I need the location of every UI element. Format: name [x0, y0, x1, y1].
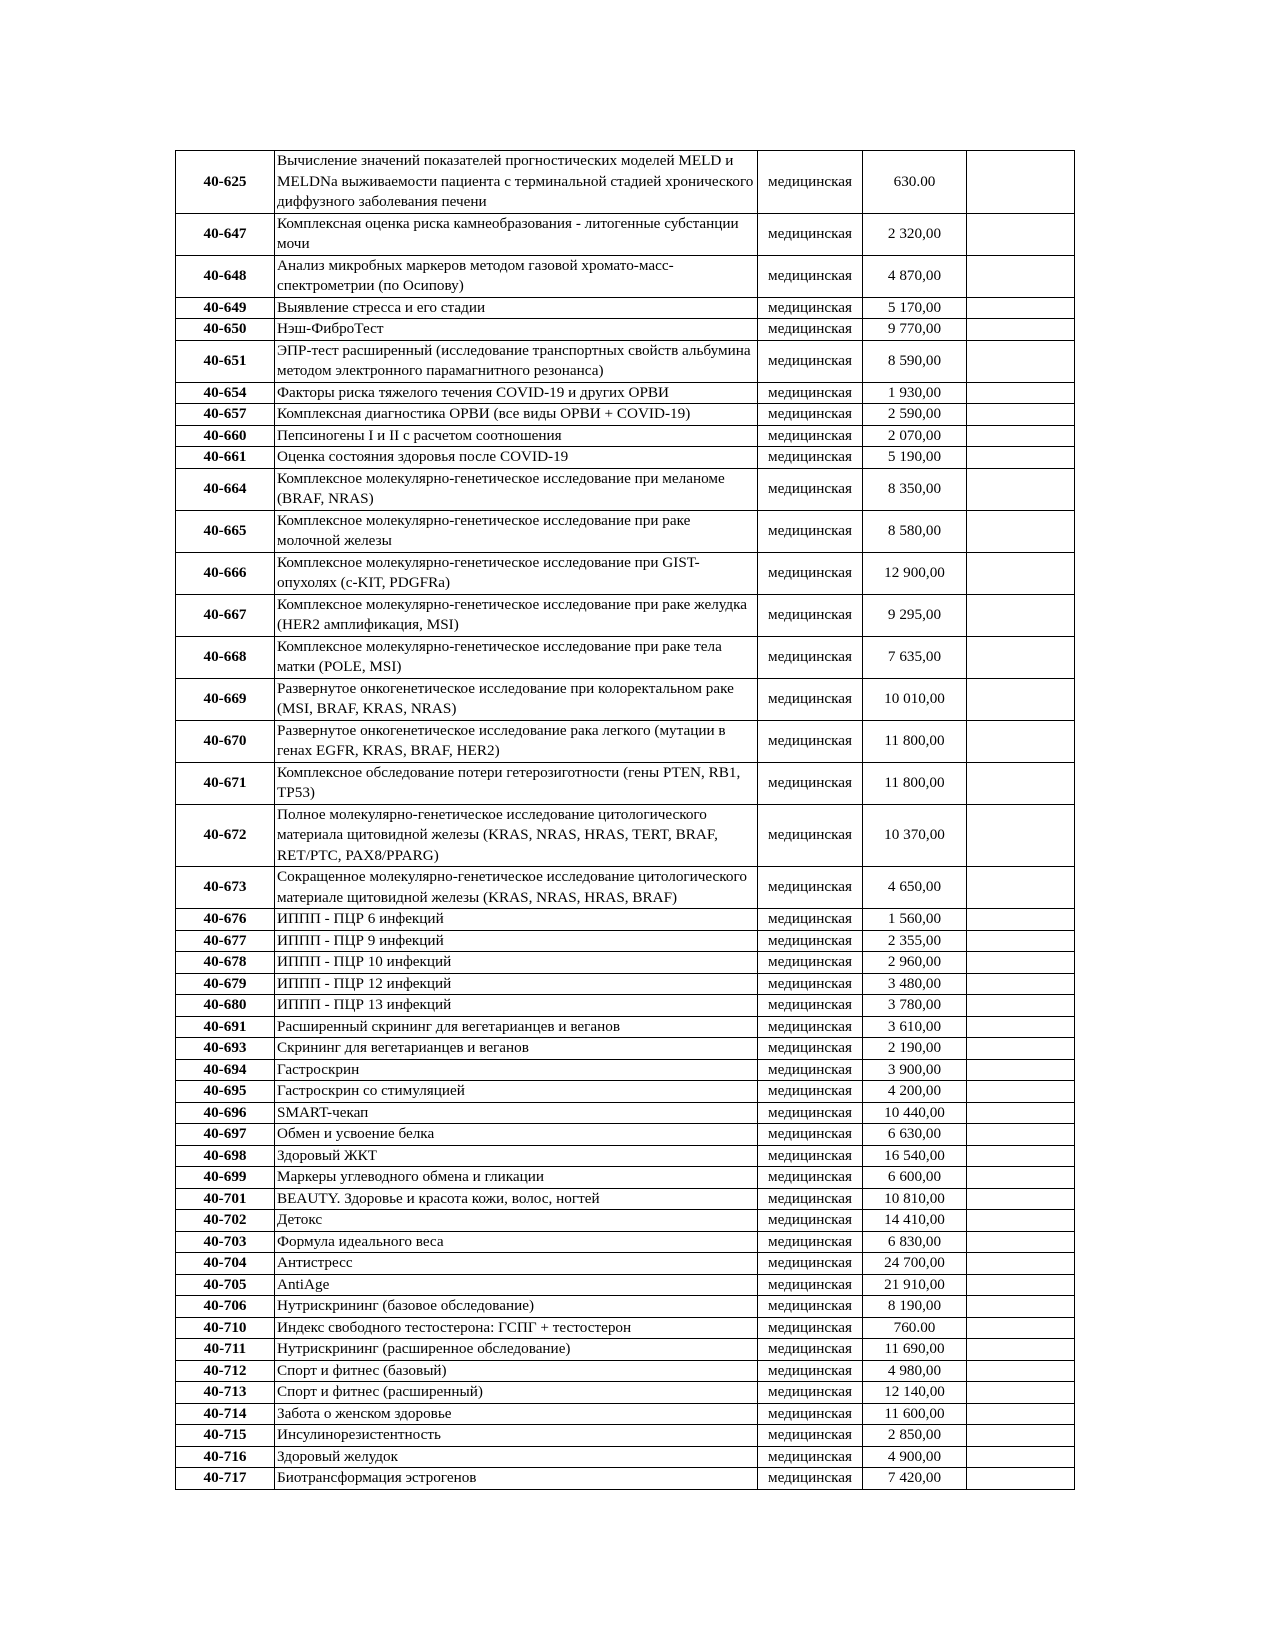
service-code: 40-672 [176, 804, 275, 867]
service-type: медицинская [758, 1403, 863, 1425]
service-name: Обмен и усвоение белка [275, 1124, 758, 1146]
service-code: 40-679 [176, 973, 275, 995]
service-code: 40-651 [176, 340, 275, 382]
service-type: медицинская [758, 1016, 863, 1038]
service-code: 40-713 [176, 1382, 275, 1404]
service-note [967, 510, 1075, 552]
service-price: 12 900,00 [863, 552, 967, 594]
service-type: медицинская [758, 636, 863, 678]
service-name: ЭПР-тест расширенный (исследование транспортных свойств альбумина методом электронного парамагнитного резонанса) [275, 340, 758, 382]
service-note [967, 1360, 1075, 1382]
service-price: 2 355,00 [863, 930, 967, 952]
service-price: 3 780,00 [863, 995, 967, 1017]
service-note [967, 404, 1075, 426]
service-name: Забота о женском здоровье [275, 1403, 758, 1425]
service-type: медицинская [758, 1360, 863, 1382]
service-type: медицинская [758, 720, 863, 762]
service-name: ИППП - ПЦР 9 инфекций [275, 930, 758, 952]
service-name: Развернутое онкогенетическое исследование при колоректальном раке (MSI, BRAF, KRAS, NRAS) [275, 678, 758, 720]
table-row [176, 995, 1075, 1017]
service-type: медицинская [758, 804, 863, 867]
table-row [176, 930, 1075, 952]
service-type: медицинская [758, 952, 863, 974]
service-price: 3 610,00 [863, 1016, 967, 1038]
table-row [176, 1296, 1075, 1318]
service-name: Антистресс [275, 1253, 758, 1275]
service-type: медицинская [758, 1124, 863, 1146]
service-price: 4 980,00 [863, 1360, 967, 1382]
service-code: 40-668 [176, 636, 275, 678]
table-row [176, 678, 1075, 720]
service-code: 40-670 [176, 720, 275, 762]
service-name: Сокращенное молекулярно-генетическое исследование цитологического материале щитовидной железы (KRAS, NRAS, HRAS, BRAF) [275, 867, 758, 909]
service-name: ИППП - ПЦР 10 инфекций [275, 952, 758, 974]
service-price: 630.00 [863, 151, 967, 214]
service-type: медицинская [758, 678, 863, 720]
table-row [176, 425, 1075, 447]
service-note [967, 1382, 1075, 1404]
service-code: 40-691 [176, 1016, 275, 1038]
service-type: медицинская [758, 1425, 863, 1447]
service-price: 8 350,00 [863, 468, 967, 510]
service-note [967, 1317, 1075, 1339]
service-note [967, 1016, 1075, 1038]
service-price: 11 600,00 [863, 1403, 967, 1425]
service-note [967, 1102, 1075, 1124]
service-name: Нэш-ФиброТест [275, 319, 758, 341]
service-name: Гастроскрин [275, 1059, 758, 1081]
service-price: 10 440,00 [863, 1102, 967, 1124]
table-row [176, 1253, 1075, 1275]
service-code: 40-657 [176, 404, 275, 426]
service-type: медицинская [758, 213, 863, 255]
service-price: 14 410,00 [863, 1210, 967, 1232]
service-code: 40-694 [176, 1059, 275, 1081]
service-name: ИППП - ПЦР 6 инфекций [275, 909, 758, 931]
service-code: 40-715 [176, 1425, 275, 1447]
service-type: медицинская [758, 1446, 863, 1468]
table-row [176, 404, 1075, 426]
table-row [176, 1317, 1075, 1339]
table-row [176, 1102, 1075, 1124]
service-type: медицинская [758, 382, 863, 404]
table-row [176, 804, 1075, 867]
service-type: медицинская [758, 1231, 863, 1253]
service-name: Оценка состояния здоровья после COVID-19 [275, 447, 758, 469]
service-name: Выявление стресса и его стадии [275, 297, 758, 319]
table-row [176, 1403, 1075, 1425]
service-note [967, 804, 1075, 867]
service-code: 40-660 [176, 425, 275, 447]
service-type: медицинская [758, 1210, 863, 1232]
service-type: медицинская [758, 1145, 863, 1167]
service-code: 40-698 [176, 1145, 275, 1167]
service-note [967, 867, 1075, 909]
service-type: медицинская [758, 1081, 863, 1103]
service-price: 16 540,00 [863, 1145, 967, 1167]
service-code: 40-667 [176, 594, 275, 636]
service-price: 4 200,00 [863, 1081, 967, 1103]
service-price: 6 830,00 [863, 1231, 967, 1253]
table-row [176, 1425, 1075, 1447]
table-row [176, 1231, 1075, 1253]
service-note [967, 1253, 1075, 1275]
service-type: медицинская [758, 762, 863, 804]
service-code: 40-693 [176, 1038, 275, 1060]
service-note [967, 297, 1075, 319]
service-price: 4 650,00 [863, 867, 967, 909]
service-name: Вычисление значений показателей прогностических моделей MELD и MELDNa выживаемости пациента с терминальной стадией хронического диффузного заболевания печени [275, 151, 758, 214]
price-list-body [176, 151, 1075, 1490]
service-code: 40-680 [176, 995, 275, 1017]
service-type: медицинская [758, 151, 863, 214]
service-type: медицинская [758, 447, 863, 469]
service-note [967, 1231, 1075, 1253]
service-name: Расширенный скрининг для вегетарианцев и веганов [275, 1016, 758, 1038]
service-note [967, 255, 1075, 297]
service-note [967, 1167, 1075, 1189]
service-code: 40-705 [176, 1274, 275, 1296]
service-code: 40-695 [176, 1081, 275, 1103]
service-type: медицинская [758, 297, 863, 319]
service-name: Здоровый желудок [275, 1446, 758, 1468]
table-row [176, 867, 1075, 909]
table-row [176, 1339, 1075, 1361]
service-price: 3 480,00 [863, 973, 967, 995]
table-row [176, 1468, 1075, 1490]
service-note [967, 425, 1075, 447]
service-code: 40-669 [176, 678, 275, 720]
service-code: 40-706 [176, 1296, 275, 1318]
service-code: 40-676 [176, 909, 275, 931]
service-type: медицинская [758, 340, 863, 382]
table-row [176, 1210, 1075, 1232]
service-code: 40-677 [176, 930, 275, 952]
service-type: медицинская [758, 1274, 863, 1296]
table-row [176, 1167, 1075, 1189]
service-name: Маркеры углеводного обмена и гликации [275, 1167, 758, 1189]
service-price: 7 420,00 [863, 1468, 967, 1490]
table-row [176, 762, 1075, 804]
service-note [967, 1425, 1075, 1447]
service-name: Формула идеального веса [275, 1231, 758, 1253]
service-price: 9 295,00 [863, 594, 967, 636]
service-note [967, 1210, 1075, 1232]
service-type: медицинская [758, 510, 863, 552]
service-type: медицинская [758, 1102, 863, 1124]
service-note [967, 1403, 1075, 1425]
service-note [967, 151, 1075, 214]
service-name: Инсулинорезистентность [275, 1425, 758, 1447]
service-note [967, 213, 1075, 255]
table-row [176, 297, 1075, 319]
service-code: 40-701 [176, 1188, 275, 1210]
table-row [176, 151, 1075, 214]
table-row [176, 594, 1075, 636]
table-row [176, 1124, 1075, 1146]
table-row [176, 1446, 1075, 1468]
service-type: медицинская [758, 867, 863, 909]
price-list-table [175, 150, 1075, 1490]
table-row [176, 255, 1075, 297]
service-price: 8 590,00 [863, 340, 967, 382]
table-row [176, 952, 1075, 974]
service-note [967, 1296, 1075, 1318]
service-name: ИППП - ПЦР 13 инфекций [275, 995, 758, 1017]
service-type: медицинская [758, 1188, 863, 1210]
service-name: Биотрансформация эстрогенов [275, 1468, 758, 1490]
service-price: 6 600,00 [863, 1167, 967, 1189]
service-price: 12 140,00 [863, 1382, 967, 1404]
service-code: 40-664 [176, 468, 275, 510]
service-price: 2 590,00 [863, 404, 967, 426]
table-row [176, 1382, 1075, 1404]
service-name: Комплексное обследование потери гетерозиготности (гены PTEN, RB1, TP53) [275, 762, 758, 804]
service-note [967, 594, 1075, 636]
service-price: 4 900,00 [863, 1446, 967, 1468]
table-row [176, 973, 1075, 995]
table-row [176, 1360, 1075, 1382]
service-type: медицинская [758, 973, 863, 995]
service-code: 40-703 [176, 1231, 275, 1253]
service-name: Комплексная оценка риска камнеобразования - литогенные субстанции мочи [275, 213, 758, 255]
service-code: 40-712 [176, 1360, 275, 1382]
service-price: 11 690,00 [863, 1339, 967, 1361]
service-price: 7 635,00 [863, 636, 967, 678]
service-note [967, 552, 1075, 594]
service-name: Индекс свободного тестостерона: ГСПГ + тестостерон [275, 1317, 758, 1339]
service-code: 40-673 [176, 867, 275, 909]
service-type: медицинская [758, 319, 863, 341]
service-note [967, 678, 1075, 720]
service-type: медицинская [758, 1253, 863, 1275]
service-note [967, 1081, 1075, 1103]
service-note [967, 1038, 1075, 1060]
service-note [967, 1059, 1075, 1081]
service-code: 40-649 [176, 297, 275, 319]
service-price: 5 170,00 [863, 297, 967, 319]
service-type: медицинская [758, 930, 863, 952]
table-row [176, 552, 1075, 594]
service-code: 40-696 [176, 1102, 275, 1124]
table-row [176, 340, 1075, 382]
service-price: 4 870,00 [863, 255, 967, 297]
service-code: 40-678 [176, 952, 275, 974]
table-row [176, 319, 1075, 341]
service-price: 2 850,00 [863, 1425, 967, 1447]
service-price: 1 930,00 [863, 382, 967, 404]
service-type: медицинская [758, 425, 863, 447]
service-price: 2 320,00 [863, 213, 967, 255]
service-note [967, 636, 1075, 678]
service-note [967, 1145, 1075, 1167]
service-price: 10 370,00 [863, 804, 967, 867]
service-price: 10 010,00 [863, 678, 967, 720]
service-type: медицинская [758, 1059, 863, 1081]
service-name: Нутрискрининг (базовое обследование) [275, 1296, 758, 1318]
service-note [967, 930, 1075, 952]
service-note [967, 468, 1075, 510]
service-note [967, 1446, 1075, 1468]
service-note [967, 1188, 1075, 1210]
table-row [176, 213, 1075, 255]
service-name: Факторы риска тяжелого течения COVID-19 и других ОРВИ [275, 382, 758, 404]
table-row [176, 720, 1075, 762]
service-name: Гастроскрин со стимуляцией [275, 1081, 758, 1103]
table-row [176, 510, 1075, 552]
service-name: Скрининг для вегетарианцев и веганов [275, 1038, 758, 1060]
service-price: 8 580,00 [863, 510, 967, 552]
service-note [967, 909, 1075, 931]
service-price: 11 800,00 [863, 762, 967, 804]
service-code: 40-666 [176, 552, 275, 594]
table-row [176, 1059, 1075, 1081]
table-row [176, 468, 1075, 510]
service-name: Комплексное молекулярно-генетическое исследование при раке молочной железы [275, 510, 758, 552]
service-name: Комплексное молекулярно-генетическое исследование при раке желудка (HER2 амплификация, MSI) [275, 594, 758, 636]
service-price: 5 190,00 [863, 447, 967, 469]
service-code: 40-650 [176, 319, 275, 341]
service-price: 9 770,00 [863, 319, 967, 341]
service-price: 8 190,00 [863, 1296, 967, 1318]
table-row [176, 382, 1075, 404]
service-price: 21 910,00 [863, 1274, 967, 1296]
service-price: 2 190,00 [863, 1038, 967, 1060]
service-type: медицинская [758, 1167, 863, 1189]
service-name: Анализ микробных маркеров методом газовой хромато-масс-спектрометрии (по Осипову) [275, 255, 758, 297]
service-name: Комплексная диагностика ОРВИ (все виды ОРВИ + COVID-19) [275, 404, 758, 426]
service-name: Спорт и фитнес (базовый) [275, 1360, 758, 1382]
service-type: медицинская [758, 1317, 863, 1339]
service-name: BEAUTY. Здоровье и красота кожи, волос, ногтей [275, 1188, 758, 1210]
table-row [176, 909, 1075, 931]
service-type: медицинская [758, 404, 863, 426]
service-type: медицинская [758, 1296, 863, 1318]
service-code: 40-716 [176, 1446, 275, 1468]
service-note [967, 720, 1075, 762]
table-row [176, 447, 1075, 469]
service-type: медицинская [758, 1339, 863, 1361]
service-type: медицинская [758, 594, 863, 636]
table-row [176, 1274, 1075, 1296]
service-name: Развернутое онкогенетическое исследование рака легкого (мутации в генах EGFR, KRAS, BRAF, HER2) [275, 720, 758, 762]
service-code: 40-665 [176, 510, 275, 552]
service-note [967, 1274, 1075, 1296]
service-code: 40-717 [176, 1468, 275, 1490]
service-name: Полное молекулярно-генетическое исследование цитологического материала щитовидной железы (KRAS, NRAS, HRAS, TERT, BRAF, RET/PTC, PAX8/PPARG) [275, 804, 758, 867]
table-row [176, 1145, 1075, 1167]
service-code: 40-671 [176, 762, 275, 804]
service-name: Нутрискрининг (расширенное обследование) [275, 1339, 758, 1361]
service-code: 40-661 [176, 447, 275, 469]
service-code: 40-699 [176, 1167, 275, 1189]
service-type: медицинская [758, 1038, 863, 1060]
service-name: ИППП - ПЦР 12 инфекций [275, 973, 758, 995]
service-price: 11 800,00 [863, 720, 967, 762]
service-price: 1 560,00 [863, 909, 967, 931]
service-note [967, 1339, 1075, 1361]
service-type: медицинская [758, 1468, 863, 1490]
service-code: 40-702 [176, 1210, 275, 1232]
service-price: 24 700,00 [863, 1253, 967, 1275]
service-code: 40-648 [176, 255, 275, 297]
service-note [967, 973, 1075, 995]
table-row [176, 1081, 1075, 1103]
service-name: AntiAge [275, 1274, 758, 1296]
service-type: медицинская [758, 1382, 863, 1404]
service-price: 2 070,00 [863, 425, 967, 447]
service-name: Детокс [275, 1210, 758, 1232]
table-row [176, 1016, 1075, 1038]
service-note [967, 319, 1075, 341]
service-type: медицинская [758, 552, 863, 594]
service-name: Комплексное молекулярно-генетическое исследование при GIST-опухолях (c-KIT, PDGFRa) [275, 552, 758, 594]
service-note [967, 762, 1075, 804]
service-price: 760.00 [863, 1317, 967, 1339]
table-row [176, 1188, 1075, 1210]
service-name: Комплексное молекулярно-генетическое исследование при меланоме (BRAF, NRAS) [275, 468, 758, 510]
service-price: 3 900,00 [863, 1059, 967, 1081]
service-price: 6 630,00 [863, 1124, 967, 1146]
service-code: 40-647 [176, 213, 275, 255]
service-note [967, 340, 1075, 382]
table-row [176, 1038, 1075, 1060]
service-price: 10 810,00 [863, 1188, 967, 1210]
service-note [967, 382, 1075, 404]
service-note [967, 447, 1075, 469]
service-code: 40-654 [176, 382, 275, 404]
service-code: 40-711 [176, 1339, 275, 1361]
service-note [967, 952, 1075, 974]
service-code: 40-714 [176, 1403, 275, 1425]
service-code: 40-710 [176, 1317, 275, 1339]
service-note [967, 995, 1075, 1017]
table-row [176, 636, 1075, 678]
service-type: медицинская [758, 468, 863, 510]
service-type: медицинская [758, 255, 863, 297]
service-type: медицинская [758, 995, 863, 1017]
service-price: 2 960,00 [863, 952, 967, 974]
service-code: 40-625 [176, 151, 275, 214]
service-note [967, 1124, 1075, 1146]
service-note [967, 1468, 1075, 1490]
service-name: SMART-чекап [275, 1102, 758, 1124]
service-name: Пепсиногены I и II с расчетом соотношения [275, 425, 758, 447]
service-code: 40-704 [176, 1253, 275, 1275]
service-name: Комплексное молекулярно-генетическое исследование при раке тела матки (POLE, MSI) [275, 636, 758, 678]
service-name: Здоровый ЖКТ [275, 1145, 758, 1167]
service-name: Спорт и фитнес (расширенный) [275, 1382, 758, 1404]
service-code: 40-697 [176, 1124, 275, 1146]
service-type: медицинская [758, 909, 863, 931]
